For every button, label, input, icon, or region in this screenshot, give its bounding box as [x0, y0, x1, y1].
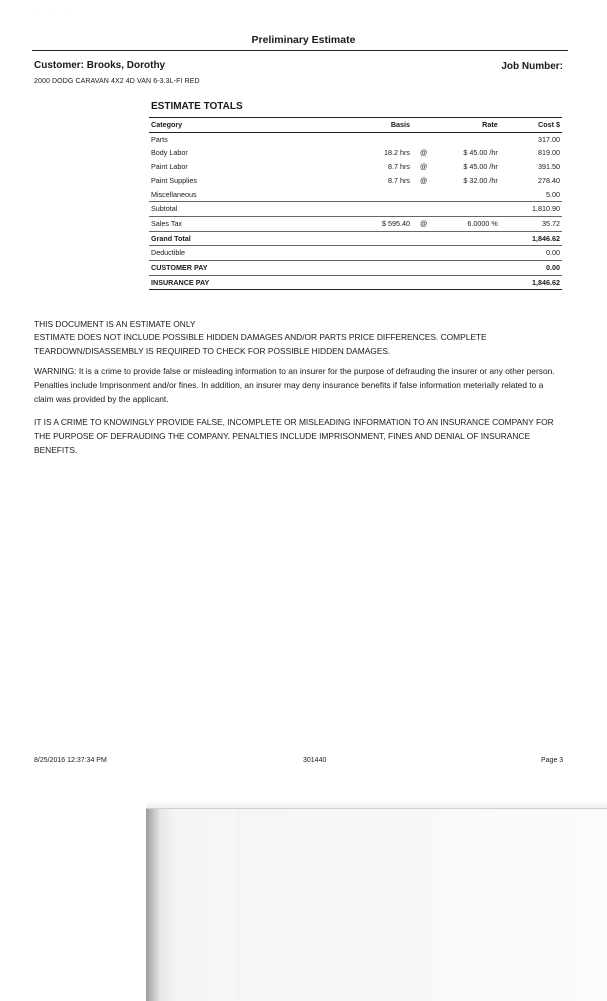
vehicle-description: 2000 DODG CARAVAN 4X2 4D VAN 6-3.3L-FI RED	[34, 78, 200, 85]
table-row	[149, 174, 562, 188]
footer-page-number: Page 3	[541, 757, 564, 764]
rate-cell	[435, 275, 499, 290]
column-header-at	[412, 118, 435, 133]
page-title: Preliminary Estimate	[251, 34, 356, 46]
category-cell: INSURANCE PAY	[149, 275, 321, 290]
estimate-rows	[149, 132, 562, 290]
at-symbol	[412, 275, 435, 290]
estimate-totals-heading: ESTIMATE TOTALS	[151, 101, 243, 112]
disclaimer-estimate-only: THIS DOCUMENT IS AN ESTIMATE ONLY	[34, 319, 196, 329]
next-sheet-crease	[238, 810, 239, 1000]
disclaimer-crime-notice: IT IS A CRIME TO KNOWINGLY PROVIDE FALSE, INCOMPLETE OR MISLEADING INFORMATION TO AN INSURANCE COMPANY FOR THE PURPOSE OF DEFRAUDING THE COMPANY. PENALTIES INCLUDE IMPRISONMENT, FINES AND DENIAL OF INSURANCE BENEFITS.	[34, 417, 554, 455]
rate-cell	[435, 132, 499, 146]
cost-cell: 278.40	[538, 175, 560, 185]
rate-cell: $ 32.00 /hr	[463, 175, 498, 185]
table-row	[149, 261, 562, 276]
cost-cell: 35.72	[500, 216, 562, 231]
basis-cell	[321, 132, 412, 146]
category-cell: Sales Tax	[149, 216, 321, 231]
table-row	[149, 216, 562, 231]
at-symbol	[412, 261, 435, 276]
rate-cell	[435, 231, 499, 246]
at-symbol: @	[412, 216, 435, 231]
table-row	[149, 275, 562, 290]
table-row	[149, 188, 562, 202]
category-cell: Subtotal	[149, 202, 321, 217]
at-symbol: @	[420, 148, 428, 158]
next-sheet-edge	[146, 808, 607, 1001]
basis-cell: $ 595.40	[321, 216, 412, 231]
table-header-row	[149, 118, 562, 133]
at-symbol	[412, 246, 435, 261]
table-row	[149, 246, 562, 261]
category-cell: Body Labor	[151, 148, 188, 158]
table-row	[149, 146, 562, 160]
rate-cell	[435, 261, 499, 276]
basis-cell	[321, 261, 412, 276]
category-cell: Deductible	[149, 246, 321, 261]
footer-datetime: 8/25/2016 12:37:34 PM	[34, 757, 107, 764]
disclaimer-warning: WARNING: It is a crime to provide false or misleading information to an insurer for the purpose of defrauding the insurer or any other person. Penalties include Imprisonment and/or fines. In addition, an insurer may deny insurance benefits if false information meterially related to a claim was provided by the applicant.	[34, 366, 555, 404]
cost-cell: 819.00	[538, 148, 560, 158]
table-row	[149, 160, 562, 174]
table-row	[149, 202, 562, 217]
customer-name: Customer: Brooks, Dorothy	[34, 60, 166, 71]
estimate-totals-table	[149, 117, 562, 290]
basis-cell	[321, 275, 412, 290]
cost-cell: 5.00	[546, 189, 560, 199]
job-number-label: Job Number:	[501, 61, 563, 72]
category-cell: Grand Total	[149, 231, 321, 246]
footer-document-id: 301440	[303, 757, 327, 764]
basis-cell	[321, 202, 412, 217]
category-cell: Paint Supplies	[151, 175, 197, 185]
cost-cell: 1,846.62	[500, 231, 562, 246]
category-cell: Parts	[151, 134, 168, 144]
basis-cell: 8.7 hrs	[388, 175, 411, 185]
rate-cell	[435, 246, 499, 261]
cost-cell: 1,846.62	[500, 275, 562, 290]
basis-cell: 18.2 hrs	[384, 148, 411, 158]
at-symbol	[412, 132, 435, 146]
cost-cell: 0.00	[500, 261, 562, 276]
cost-cell: 0.00	[500, 246, 562, 261]
disclaimer-hidden-damages: ESTIMATE DOES NOT INCLUDE POSSIBLE HIDDEN DAMAGES AND/OR PARTS PRICE DIFFERENCES. COMPLETE TEARDOWN/DISASSEMBLY IS REQUIRED TO CHECK FOR POSSIBLE HIDDEN DAMAGES.	[34, 332, 487, 356]
rate-cell	[435, 188, 499, 202]
column-header-basis: Basis	[321, 118, 412, 133]
rate-cell: $ 45.00 /hr	[463, 162, 498, 172]
at-symbol: @	[420, 162, 428, 172]
table-row	[149, 132, 562, 146]
cost-cell: 1,810.90	[500, 202, 562, 217]
category-cell: Miscellaneous	[151, 189, 197, 199]
title-divider	[32, 50, 568, 51]
basis-cell	[321, 188, 412, 202]
basis-cell: 8.7 hrs	[388, 162, 411, 172]
column-header-cost: Cost $	[500, 118, 562, 133]
scan-specks: · · ·	[35, 8, 75, 14]
basis-cell	[321, 231, 412, 246]
category-cell: Paint Labor	[151, 162, 188, 172]
basis-cell	[321, 246, 412, 261]
rate-cell: 6.0000 %	[435, 216, 499, 231]
category-cell: CUSTOMER PAY	[149, 261, 321, 276]
column-header-category: Category	[149, 118, 321, 133]
column-header-rate: Rate	[435, 118, 499, 133]
at-symbol	[412, 231, 435, 246]
cost-cell: 391.50	[538, 162, 560, 172]
rate-cell: $ 45.00 /hr	[463, 148, 498, 158]
at-symbol	[412, 188, 435, 202]
cost-cell: 317.00	[538, 134, 560, 144]
at-symbol: @	[420, 175, 428, 185]
table-row	[149, 231, 562, 246]
rate-cell	[435, 202, 499, 217]
at-symbol	[412, 202, 435, 217]
